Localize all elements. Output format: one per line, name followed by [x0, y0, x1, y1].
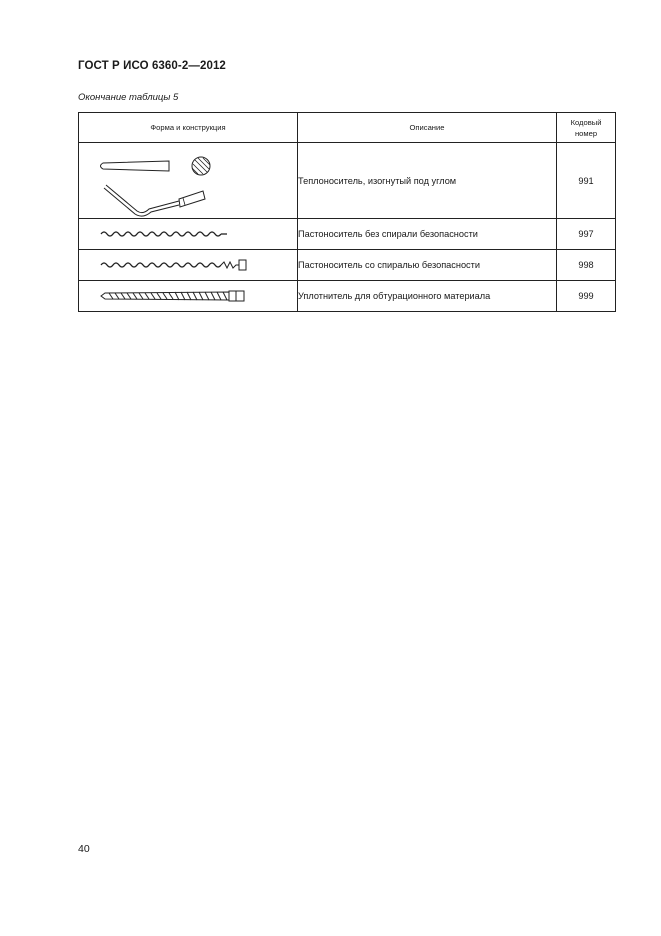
row-code: 991: [557, 143, 616, 219]
row-description: Уплотнитель для обтурационного материала: [298, 281, 557, 312]
row-code: 997: [557, 219, 616, 250]
figure-paste-carrier-with-safety-spiral: [79, 250, 298, 281]
row-description: Пастоноситель без спирали безопасности: [298, 219, 557, 250]
table-row: [79, 281, 616, 312]
table-row: [79, 219, 616, 250]
row-description: Пастоноситель со спиралью безопасности: [298, 250, 557, 281]
heat-carrier-drawing: [79, 143, 297, 218]
row-code: 999: [557, 281, 616, 312]
table-header-row: [79, 113, 616, 143]
table-row: [79, 250, 616, 281]
row-code: 998: [557, 250, 616, 281]
paste-carrier-drawing: [79, 219, 297, 249]
condenser-drawing: [79, 281, 297, 311]
table-row: [79, 143, 616, 219]
column-header-code-line1: Кодовый: [570, 117, 602, 127]
column-header-code-line2: номер: [574, 128, 598, 138]
figure-obturation-condenser: [79, 281, 298, 312]
row-description: Теплоноситель, изогнутый под углом: [298, 143, 557, 219]
instrument-table: [78, 112, 616, 312]
column-header-shape: Форма и конструкция: [79, 113, 298, 143]
column-header-description: Описание: [298, 113, 557, 143]
paste-carrier-spiral-drawing: [79, 250, 297, 280]
column-header-code: [557, 113, 616, 143]
page-number: 40: [78, 843, 90, 855]
table-caption: Окончание таблицы 5: [78, 92, 179, 103]
document-header: ГОСТ Р ИСО 6360-2—2012: [78, 60, 226, 72]
figure-paste-carrier-no-safety-spiral: [79, 219, 298, 250]
figure-heat-carrier-angled: [79, 143, 298, 219]
